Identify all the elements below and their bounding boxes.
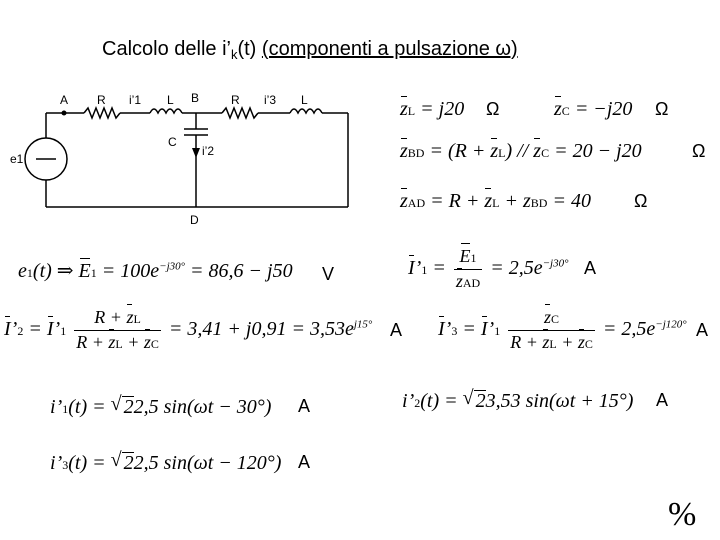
unit-i2t: A [656, 390, 669, 410]
resistor-1 [84, 108, 120, 118]
unit-zbd: Ω [692, 141, 706, 161]
unit-i3t: A [298, 452, 311, 472]
unit-i1t: A [298, 396, 311, 416]
inductor-2-label: L [301, 93, 308, 107]
unit-i3: A [696, 320, 709, 340]
eq-i2t: i’2(t) = √ 23,53 sin(ωt + 15°) [402, 390, 633, 413]
unit-i1: A [584, 258, 597, 278]
current-i2-label: i’2 [202, 144, 215, 158]
node-b-label: B [191, 91, 200, 105]
eq-e1: e1(t) ⇒ $E1 = 100e^{-j30^\circ} = 86,6 - j50$ [18, 260, 293, 282]
inductor-1 [150, 109, 182, 113]
eq-zl: zL = j20 [400, 98, 465, 120]
current-i3-label: i’3 [264, 93, 277, 107]
inductor-1-label: L [167, 93, 174, 107]
eq-i2: I’2 = I’1 $\frac{R + zL}{R + zL + zC}$ = $3,41 + j0,91 = 3,53e^{j15^\circ}$ [4, 307, 373, 352]
eq-i3t: i’3(t) = √ 22,5 sin(ωt − 120°) [50, 452, 281, 475]
resistor-2-label: R [231, 93, 240, 107]
unit-zl: Ω [486, 99, 500, 119]
eq-zad: zAD = R + zL + zBD = 40 [400, 190, 591, 212]
eq-i3: I’3 = I’1 $\frac{zC}{R + zL + zC}$ = $2,5e^{-j120^\circ}$ [438, 307, 687, 352]
capacitor-label: C [168, 135, 177, 149]
source-e1-label: e1 [10, 152, 24, 166]
circuit-diagram [0, 80, 360, 230]
unit-i2: A [390, 320, 403, 340]
inductor-2 [290, 109, 322, 113]
eq-i1t: i’1(t) = √ 22,5 sin(ωt − 30°) [50, 396, 271, 419]
eq-i1: I’1 = $\frac{E1}{\text{zAD}}$ = $2,5e^{-j30^\circ}$ [408, 246, 569, 291]
page-title: Calcolo delle $i’_k(t)$ (componenti a pulsazione ω) [102, 38, 518, 62]
percent-symbol: % [668, 496, 697, 533]
unit-zad: Ω [634, 191, 648, 211]
unit-e1: V [322, 264, 335, 284]
unit-zc: Ω [655, 99, 669, 119]
current-i1-label: i’1 [129, 93, 142, 107]
eq-zbd: zBD = (R + zL) // zC = 20 − j20 [400, 140, 642, 162]
node-d-label: D [190, 213, 199, 227]
node-a-label: A [60, 93, 69, 107]
resistor-2 [222, 108, 258, 118]
resistor-1-label: R [97, 93, 106, 107]
eq-zc: zC = −j20 [554, 98, 633, 120]
